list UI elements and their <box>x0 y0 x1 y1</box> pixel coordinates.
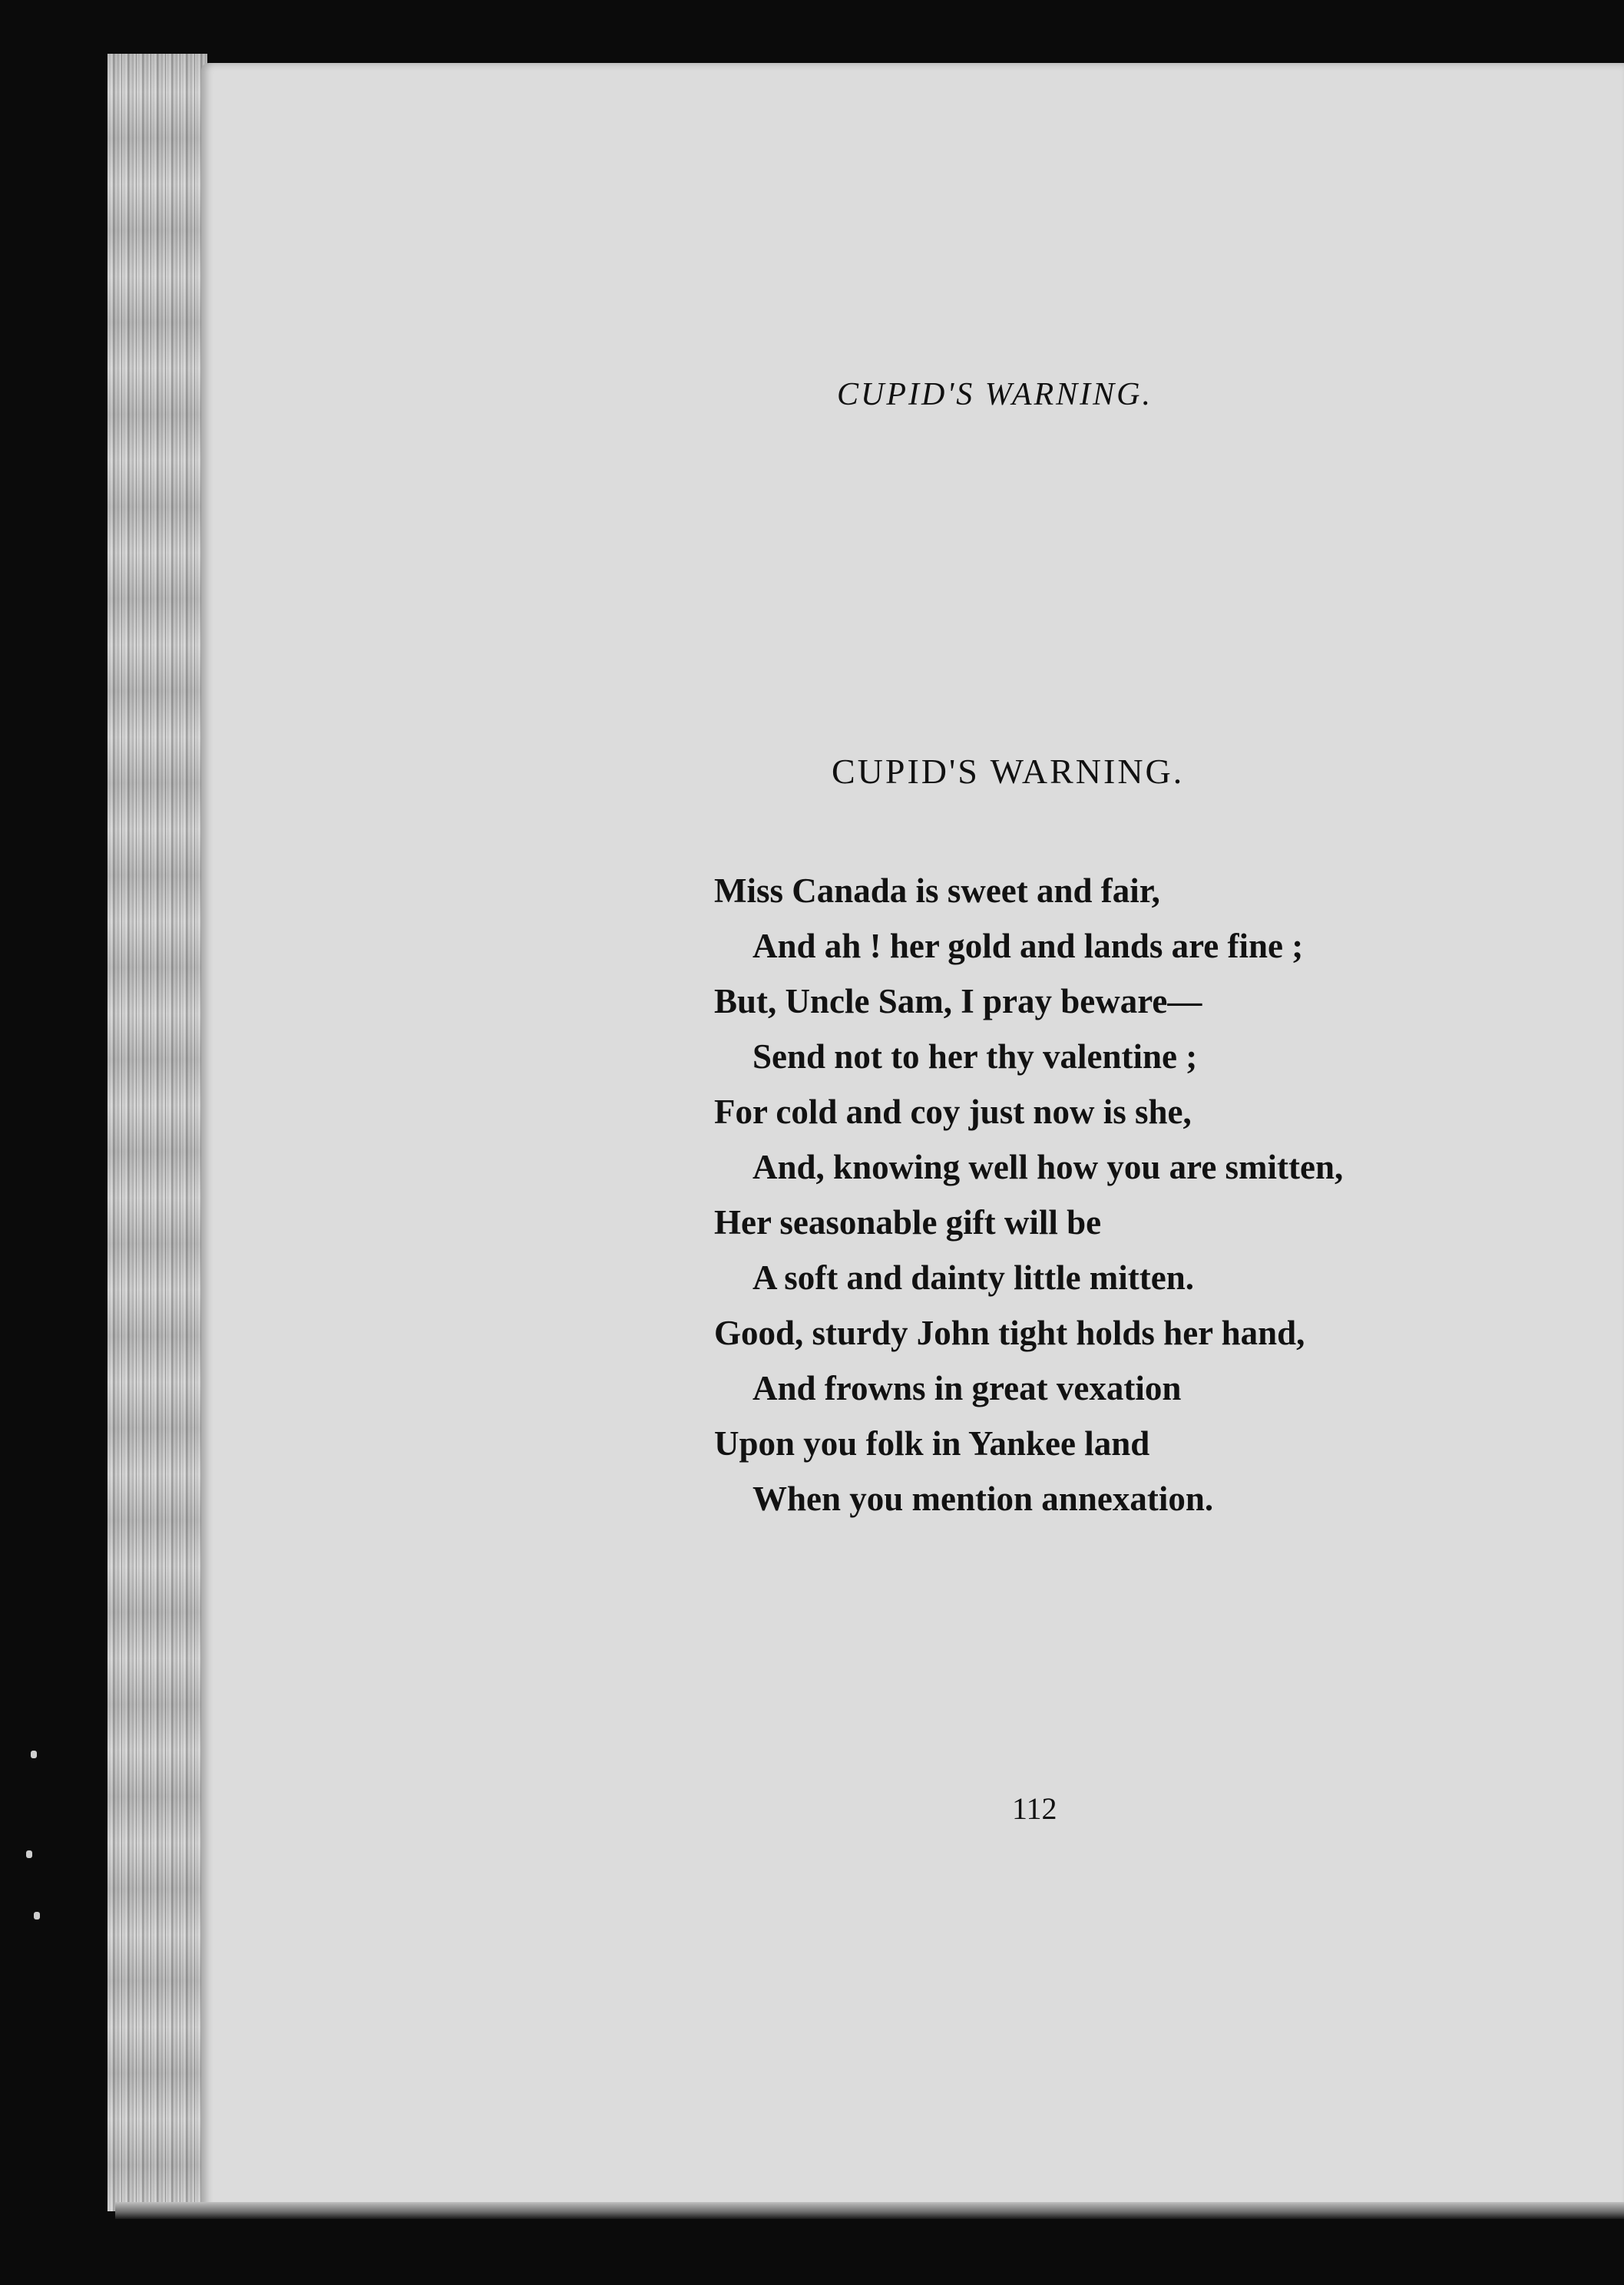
poem-line: And ah ! her gold and lands are fine ; <box>752 927 1304 965</box>
scan-speck <box>26 1850 32 1858</box>
page-number: 112 <box>1012 1791 1057 1826</box>
poem-line: Upon you folk in Yankee land <box>714 1424 1150 1463</box>
poem-title: CUPID'S WARNING. <box>832 752 1185 791</box>
poem-line: A soft and dainty little mitten. <box>752 1258 1195 1297</box>
poem-line: And, knowing well how you are smitten, <box>752 1148 1344 1186</box>
scan-speck <box>31 1751 37 1758</box>
poem-line: Miss Canada is sweet and fair, <box>714 871 1160 910</box>
book-page-edges <box>107 54 207 2211</box>
scan-speck <box>34 1912 40 1920</box>
poem-body <box>714 863 1343 1526</box>
poem-line: Good, sturdy John tight holds her hand, <box>714 1314 1305 1352</box>
page-bottom-edge <box>115 2202 1624 2219</box>
poem-line: Send not to her thy valentine ; <box>752 1037 1198 1076</box>
poem-line: For cold and coy just now is she, <box>714 1093 1192 1131</box>
poem-line: But, Uncle Sam, I pray beware— <box>714 982 1202 1020</box>
scan-specks <box>23 1735 54 1966</box>
poem-line: And frowns in great vexation <box>752 1369 1182 1407</box>
poem-line: Her seasonable gift will be <box>714 1203 1102 1242</box>
poem-line: When you mention annexation. <box>752 1480 1214 1518</box>
running-head: CUPID'S WARNING. <box>837 377 1153 412</box>
